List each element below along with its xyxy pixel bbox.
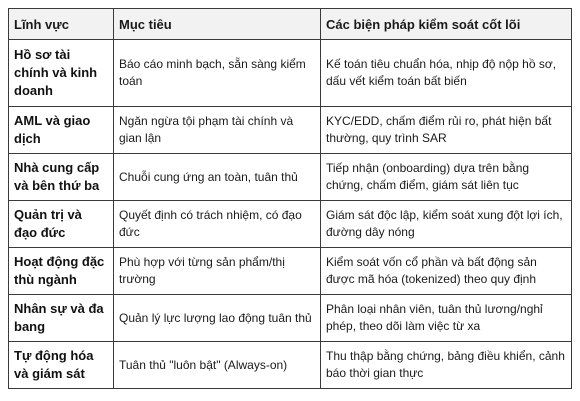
table-row	[9, 342, 572, 389]
compliance-table-container	[8, 8, 571, 389]
cell-goal: Phù hợp với từng sản phẩm/thị trường	[114, 248, 321, 295]
cell-controls: Giám sát độc lập, kiểm soát xung đột lợi ích, đường dây nóng	[321, 201, 572, 248]
compliance-table	[8, 8, 572, 389]
cell-goal: Chuỗi cung ứng an toàn, tuân thủ	[114, 154, 321, 201]
table-header	[9, 9, 572, 40]
cell-controls: Phân loại nhân viên, tuân thủ lương/nghỉ phép, theo dõi làm việc từ xa	[321, 295, 572, 342]
header-goal: Mục tiêu	[114, 9, 321, 40]
table-row	[9, 107, 572, 154]
header-row	[9, 9, 572, 40]
table-row	[9, 295, 572, 342]
cell-area: Nhân sự và đa bang	[9, 295, 114, 342]
cell-goal: Quản lý lực lượng lao động tuân thủ	[114, 295, 321, 342]
table-row	[9, 40, 572, 107]
cell-controls: Kế toán tiêu chuẩn hóa, nhịp độ nộp hồ sơ, dấu vết kiểm toán bất biến	[321, 40, 572, 107]
cell-area: Tự động hóa và giám sát	[9, 342, 114, 389]
cell-area: Hồ sơ tài chính và kinh doanh	[9, 40, 114, 107]
cell-goal: Quyết định có trách nhiệm, có đạo đức	[114, 201, 321, 248]
table-row	[9, 154, 572, 201]
cell-area: Quản trị và đạo đức	[9, 201, 114, 248]
cell-goal: Tuân thủ "luôn bật" (Always-on)	[114, 342, 321, 389]
table-row	[9, 201, 572, 248]
table-row	[9, 248, 572, 295]
cell-goal: Báo cáo minh bạch, sẵn sàng kiểm toán	[114, 40, 321, 107]
table-body	[9, 40, 572, 389]
cell-area: Nhà cung cấp và bên thứ ba	[9, 154, 114, 201]
cell-controls: Thu thập bằng chứng, bảng điều khiển, cảnh báo thời gian thực	[321, 342, 572, 389]
cell-area: AML và giao dịch	[9, 107, 114, 154]
cell-controls: Tiếp nhận (onboarding) dựa trên bằng chứng, chấm điểm, giám sát liên tục	[321, 154, 572, 201]
cell-controls: KYC/EDD, chấm điểm rủi ro, phát hiện bất thường, quy trình SAR	[321, 107, 572, 154]
cell-goal: Ngăn ngừa tội phạm tài chính và gian lận	[114, 107, 321, 154]
header-area: Lĩnh vực	[9, 9, 114, 40]
header-controls: Các biện pháp kiểm soát cốt lõi	[321, 9, 572, 40]
cell-area: Hoạt động đặc thù ngành	[9, 248, 114, 295]
cell-controls: Kiểm soát vốn cổ phần và bất động sản được mã hóa (tokenized) theo quy định	[321, 248, 572, 295]
